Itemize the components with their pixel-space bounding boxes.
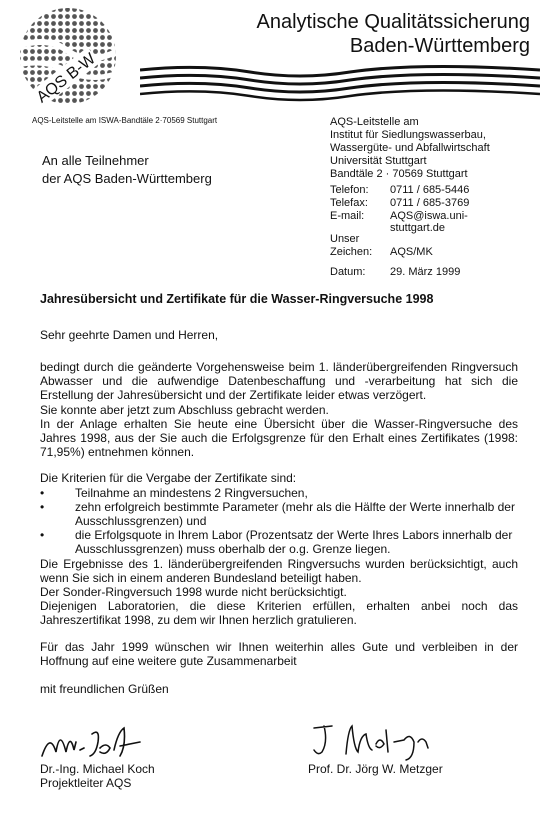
letter-body xyxy=(40,360,518,696)
letter-subject: Jahresübersicht und Zertifikate für die Wasser-Ringversuche 1998 xyxy=(40,292,434,306)
header-title xyxy=(257,10,530,58)
datum-label: Datum: xyxy=(330,266,366,278)
signatory-left-role: Projektleiter AQS xyxy=(40,776,132,790)
org-address-line: AQS-Leitstelle am xyxy=(330,116,419,128)
email-label: E-mail: xyxy=(330,210,365,222)
recipient-block xyxy=(42,152,212,188)
criteria-item xyxy=(40,500,518,528)
sender-line: AQS-Leitstelle am ISWA-Bandtäle 2·70569 Stuttgart xyxy=(32,116,218,125)
telefon-label: Telefon: xyxy=(330,184,369,196)
recipient-line2: der AQS Baden-Württemberg xyxy=(42,171,212,186)
telefax-label: Telefax: xyxy=(330,197,368,209)
logo-text: AQS B-W xyxy=(33,50,99,106)
org-address-line: Universität Stuttgart xyxy=(330,155,427,167)
org-address-block xyxy=(330,116,540,181)
header-title-line2: Baden-Württemberg xyxy=(349,35,530,57)
zeichen-value: AQS/MK xyxy=(390,246,433,258)
paragraph-2: In der Anlage erhalten Sie heute eine Übersicht über die Wasser-Ringversuche des Jahres 1998, aus der Sie auch die Erfolgsgrenze für den Erhalt eines Zertifikates (1998: 71,95%) entnehmen können. xyxy=(40,416,518,460)
paragraph-1-last: Sie konnte aber jetzt zum Abschluss gebracht werden. xyxy=(40,402,329,417)
signatory-left-name: Dr.-Ing. Michael Koch xyxy=(40,762,155,776)
recipient-line1: An alle Teilnehmer xyxy=(42,153,149,168)
signature-koch-graphic xyxy=(40,722,160,762)
bullet-icon: • xyxy=(40,499,45,514)
paragraph-6: Für das Jahr 1999 wünschen wir Ihnen weiterhin alles Gute und verbleiben in der Hoffnung auf eine weitere gute Zusammenarbeit xyxy=(40,639,518,668)
org-address-line: Institut für Siedlungswasserbau, xyxy=(330,129,486,141)
signatory-left xyxy=(40,762,155,790)
paragraph-4: Der Sonder-Ringversuch 1998 wurde nicht berücksichtigt. xyxy=(40,585,347,600)
zeichen-label-1: Unser xyxy=(330,233,360,245)
wave-lines-graphic xyxy=(140,62,540,104)
paragraph-5: Diejenigen Laboratorien, die diese Kriterien erfüllen, erhalten anbei noch das Jahreszertifikat 1998, zu dem wir Ihnen herzlich gratulieren. xyxy=(40,599,518,628)
email-value-1: AQS@iswa.uni- xyxy=(390,210,468,222)
criteria-text: zehn erfolgreich bestimmte Parameter (mehr als die Hälfte der Werte innerhalb der Ausschlussgrenzen) und xyxy=(75,499,515,529)
criteria-intro: Die Kriterien für die Vergabe der Zertifikate sind: xyxy=(40,471,297,486)
datum-value: 29. März 1999 xyxy=(390,266,461,278)
header-wave-lines xyxy=(140,62,540,104)
criteria-item xyxy=(40,486,518,500)
bullet-icon: • xyxy=(40,528,45,543)
signature-metzger xyxy=(310,718,440,767)
aqs-logo-graphic xyxy=(8,6,128,106)
telefax-value: 0711 / 685-3769 xyxy=(390,197,470,209)
salutation: Sehr geehrte Damen und Herren, xyxy=(40,328,219,342)
zeichen-label-2: Zeichen: xyxy=(330,246,373,258)
signatory-right xyxy=(308,762,443,776)
signatory-right-name: Prof. Dr. Jörg W. Metzger xyxy=(308,762,443,776)
org-address-line: Bandtäle 2 · 70569 Stuttgart xyxy=(330,168,468,180)
paragraph-3: Die Ergebnisse des 1. länderübergreifenden Ringversuchs wurden berücksichtigt, auch wenn Sie sich in einem anderen Bundesland beteiligt haben. xyxy=(40,556,518,585)
telefon-value: 0711 / 685-5446 xyxy=(390,184,470,196)
signature-metzger-graphic xyxy=(310,718,440,762)
aqs-logo xyxy=(8,6,128,106)
bullet-icon: • xyxy=(40,485,45,500)
criteria-item xyxy=(40,528,518,556)
criteria-text: die Erfolgsquote in Ihrem Labor (Prozentsatz der Werte Ihres Labors innerhalb der Ausschlussgrenzen) muss oberhalb der o.g. Grenze liegen. xyxy=(75,528,513,557)
org-address-line: Wassergüte- und Abfallwirtschaft xyxy=(330,142,490,154)
email-value-2: stuttgart.de xyxy=(390,222,446,234)
closing: mit freundlichen Grüßen xyxy=(40,682,169,697)
signature-koch xyxy=(40,722,160,767)
header-title-line1: Analytische Qualitätssicherung xyxy=(256,11,530,33)
criteria-text: Teilnahme an mindestens 2 Ringversuchen, xyxy=(75,485,308,500)
paragraph-1: bedingt durch die geänderte Vorgehensweise beim 1. länderübergreifenden Ringversuch Abwasser und die aufwendige Datenbeschaffung und -verarbeitung hat sich die Erstellung der Jahresübersicht und der Zertifikate leider etwas verzögert. xyxy=(40,360,518,403)
